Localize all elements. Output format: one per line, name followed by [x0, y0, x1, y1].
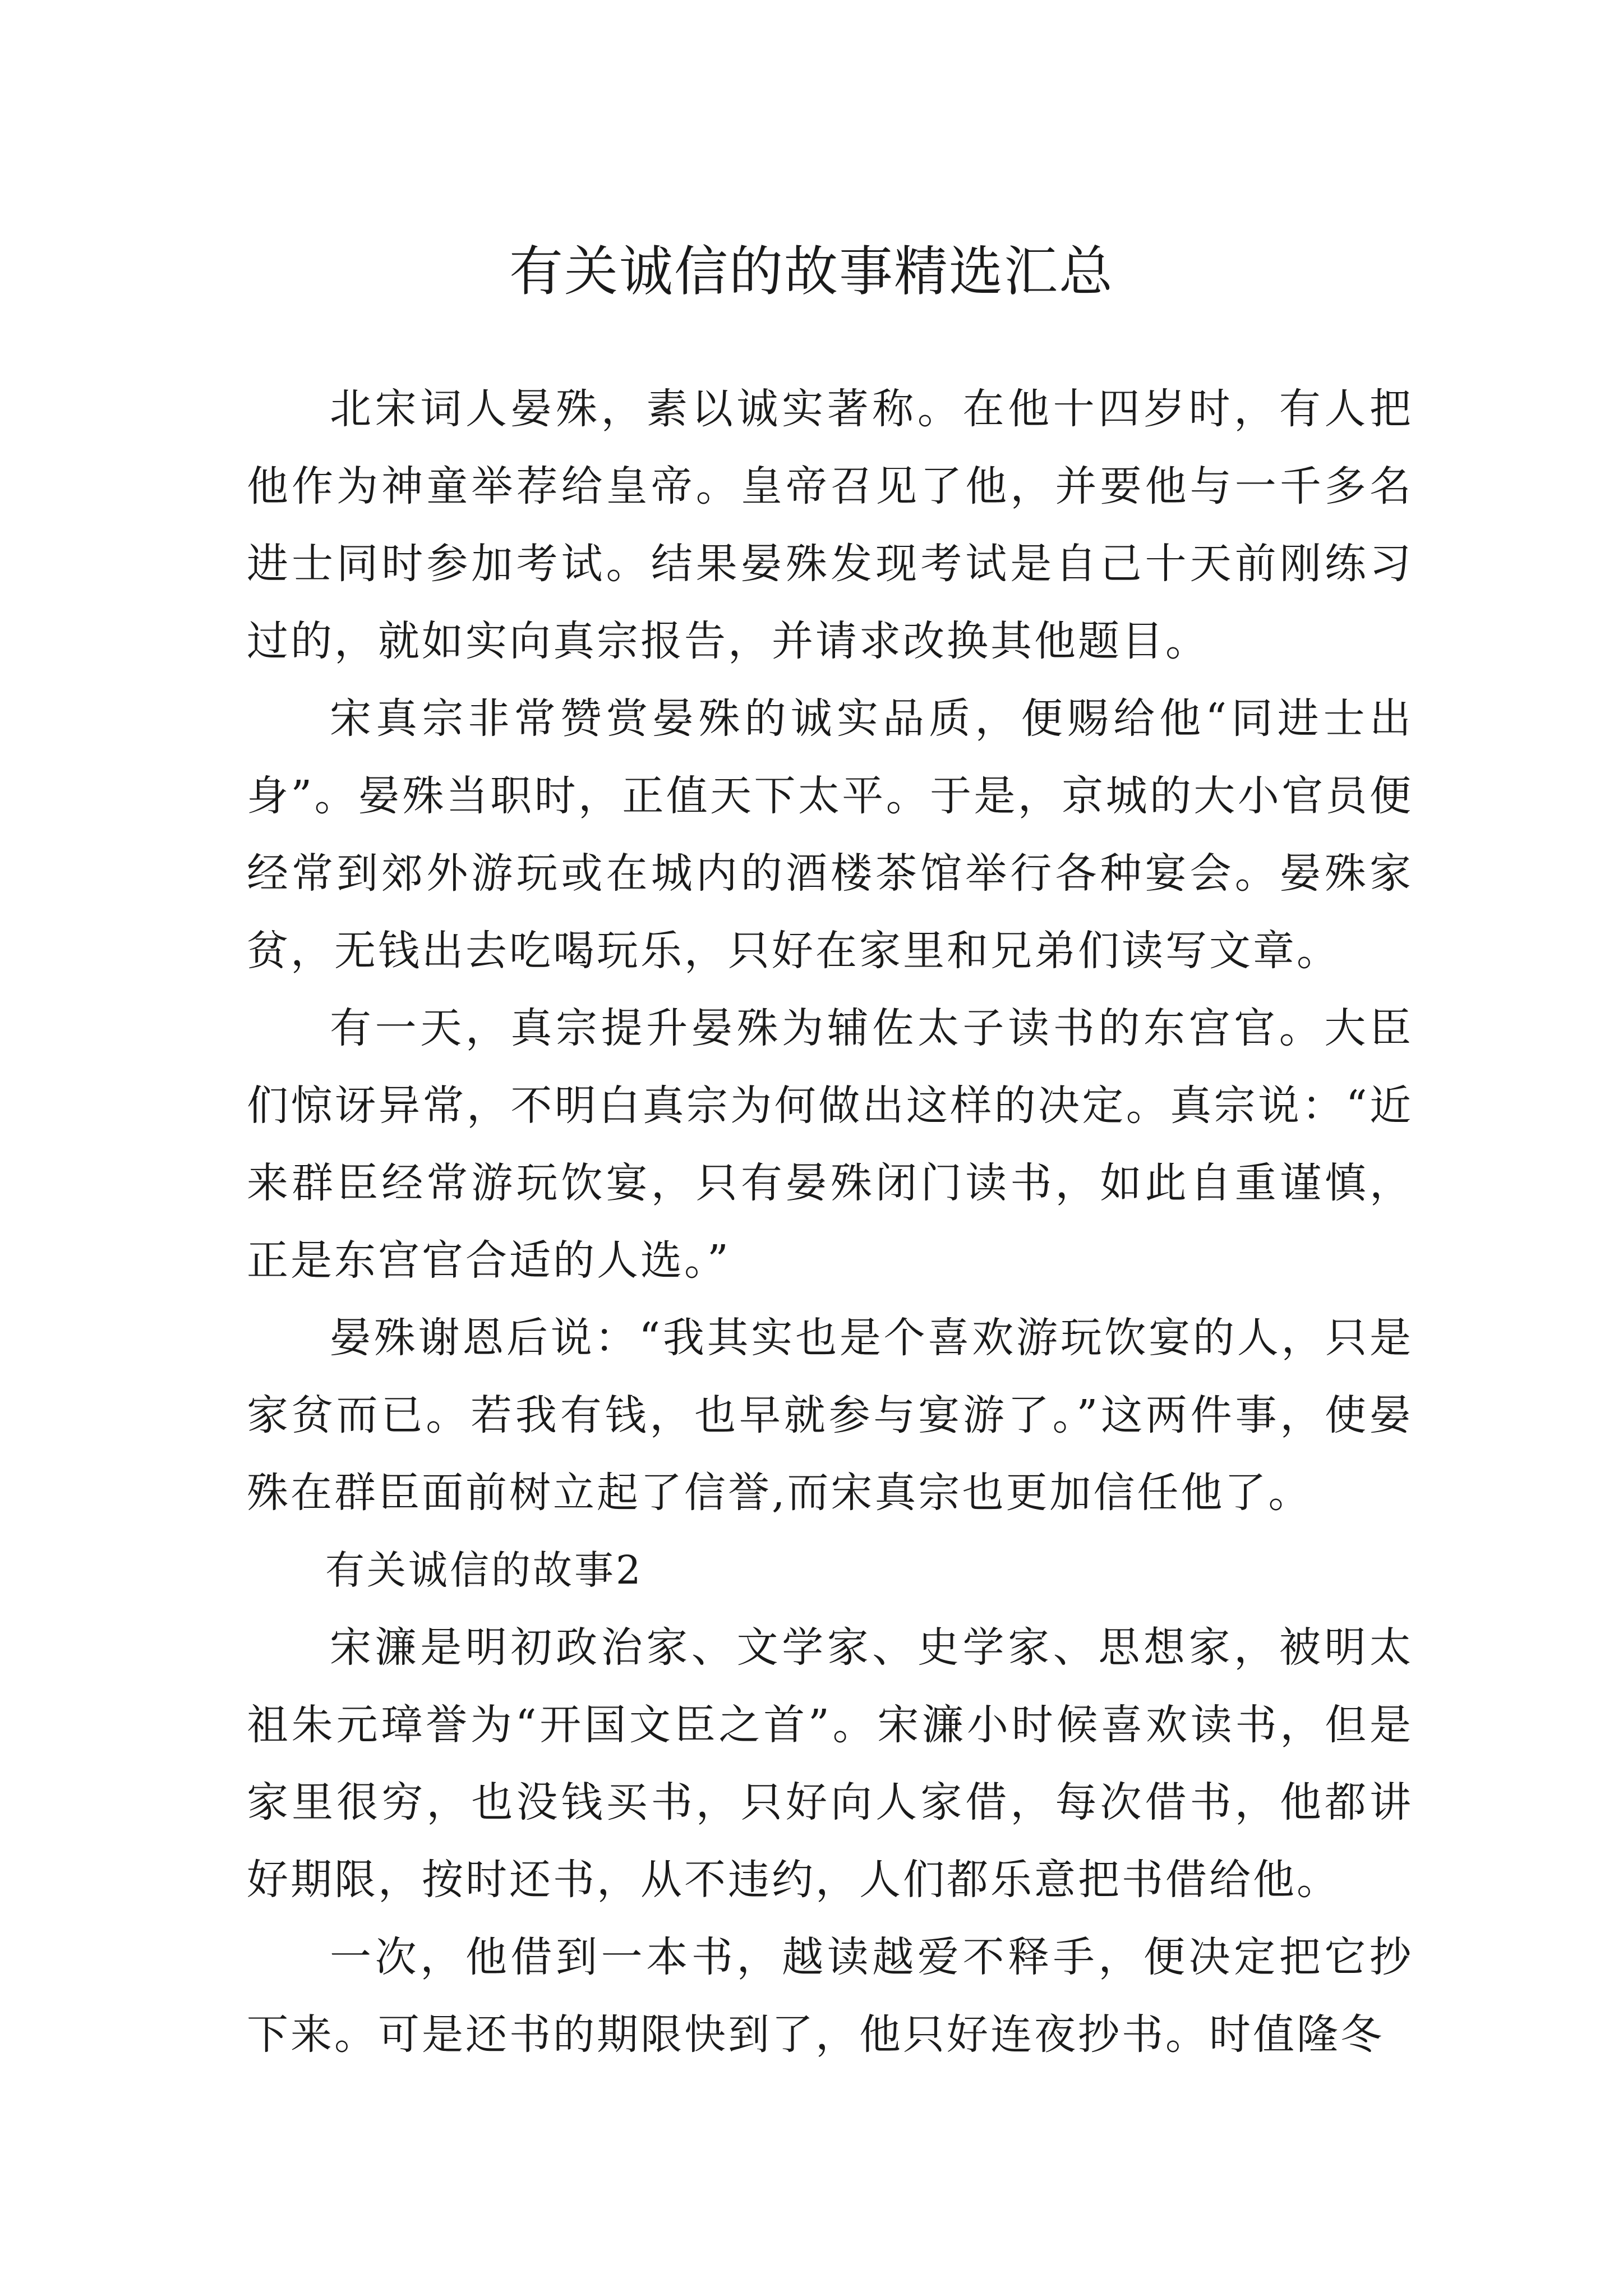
section-heading: 有关诚信的故事2: [325, 1547, 643, 1593]
paragraph: 晏殊谢恩后说：“我其实也是个喜欢游玩饮宴的人，只是家贫而已。若我有钱，也早就参与宴游了。”这两件事，使晏殊在群臣面前树立起了信誉,而宋真宗也更加信任他了。: [247, 1314, 1413, 1517]
paragraph: 宋真宗非常赞赏晏殊的诚实品质，便赐给他“同进士出身”。晏殊当职时，正值天下太平。于是，京城的大小官员便经常到郊外游玩或在城内的酒楼茶馆举行各种宴会。晏殊家贫，无钱出去吃喝玩乐，只好在家里和兄弟们读写文章。: [247, 694, 1413, 975]
paragraph: 北宋词人晏殊，素以诚实著称。在他十四岁时，有人把他作为神童举荐给皇帝。皇帝召见了他，并要他与一千多名进士同时参加考试。结果晏殊发现考试是自己十天前刚练习过的，就如实向真宗报告，并请求改换其他题目。: [247, 385, 1413, 665]
paragraph: 宋濂是明初政治家、文学家、史学家、思想家，被明太祖朱元璋誉为“开国文臣之首”。宋濂小时候喜欢读书，但是家里很穷，也没钱买书，只好向人家借，每次借书，他都讲好期限，按时还书，从不违约，人们都乐意把书借给他。: [247, 1623, 1413, 1904]
document-title: 有关诚信的故事精选汇总: [509, 240, 1114, 303]
paragraph: 一次，他借到一本书，越读越爱不释手，便决定把它抄下来。可是还书的期限快到了，他只好连夜抄书。时值隆冬: [247, 1933, 1413, 2059]
document-body: [247, 370, 1413, 2073]
paragraph: 有一天，真宗提升晏殊为辅佐太子读书的东宫官。大臣们惊讶异常，不明白真宗为何做出这样的决定。真宗说：“近来群臣经常游玩饮宴，只有晏殊闭门读书，如此自重谨慎，正是东宫官合适的人选。”: [247, 1004, 1413, 1285]
